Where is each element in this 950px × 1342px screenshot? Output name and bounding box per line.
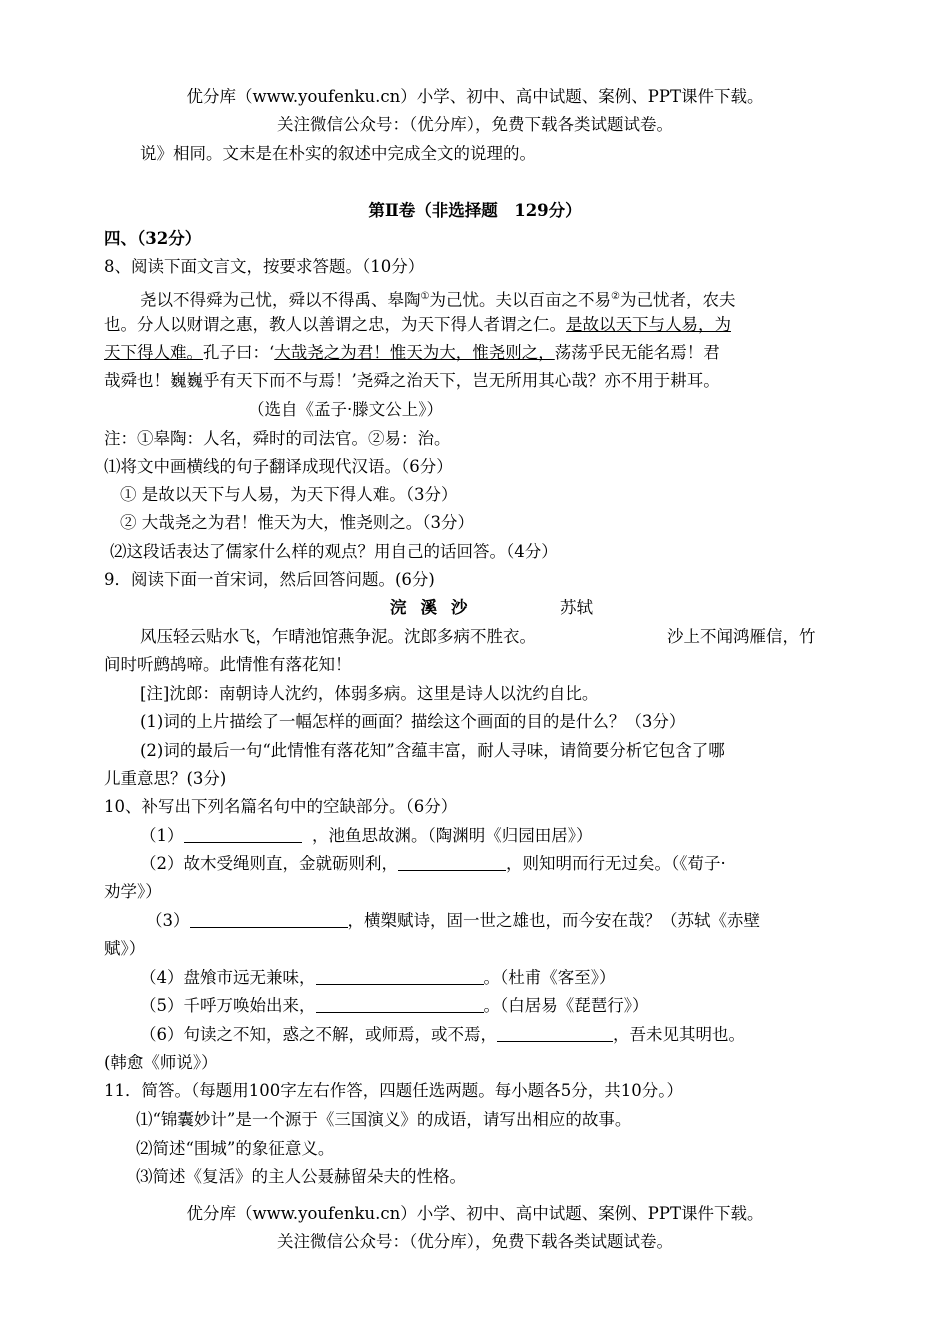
header-line-2: 关注微信公众号：（优分库），免费下载各类试题试卷。 xyxy=(277,115,673,134)
q10-i3a: （3） xyxy=(146,911,190,930)
q10-i3b: ，横槊赋诗，固一世之雄也，而今安在哉？（苏轼《赤壁 xyxy=(347,911,760,930)
part-four-heading: 四、（32分） xyxy=(104,229,202,248)
poem-title: 浣溪沙 xyxy=(390,598,482,617)
note-mark-2: ② xyxy=(610,291,620,302)
q8-sub1a: ① 是故以天下与人易，为天下得人难。（3分） xyxy=(120,485,458,504)
q10-item-5 xyxy=(140,995,649,1017)
q11-s3: ⑶简述《复活》的主人公聂赫留朵夫的性格。 xyxy=(136,1167,466,1186)
q10-title: 10、补写出下列名篇名句中的空缺部分。（6分） xyxy=(104,797,458,816)
q11-title: 11．简答。（每题用100字左右作答，四题任选两题。每小题各5分，共10分。） xyxy=(104,1081,683,1100)
q8-title: 8、阅读下面文言文，按要求答题。（10分） xyxy=(104,257,425,276)
q10-i1b: ，池鱼思故渊。（陶渊明《归园田居》） xyxy=(312,826,593,845)
q10-item-1 xyxy=(140,825,593,847)
poem-line-1b: 沙上不闻鸿雁信，竹 xyxy=(667,627,816,646)
q8-p1: 尧以不得舜为己忧，舜以不得禹、皋陶 xyxy=(140,290,421,310)
q9-sub2b: 儿重意思？(3分) xyxy=(104,769,227,788)
q10-i1a: （1） xyxy=(140,826,184,845)
poem-line-1a: 风压轻云贴水飞，乍晴池馆燕争泥。沈郎多病不胜衣。 xyxy=(140,627,536,646)
q9-note: [注]沈郎：南朝诗人沈约，体弱多病。这里是诗人以沈约自比。 xyxy=(140,684,599,703)
q11-s2: ⑵简述“围城”的象征意义。 xyxy=(136,1139,335,1158)
q9-sub2a: (2)词的最后一句“此情惟有落花知”含蕴丰富，耐人寻味，请简要分析它包含了哪 xyxy=(140,741,725,760)
q10-i2c: 劝学》） xyxy=(104,882,162,901)
q8-sub1b: ② 大哉尧之为君！惟天为大，惟尧则之。（3分） xyxy=(120,513,474,532)
q10-i6a: （6）句读之不知，惑之不解，或师焉，或不焉， xyxy=(140,1025,497,1044)
q11-s1: ⑴“锦囊妙计”是一个源于《三国演义》的成语，请写出相应的故事。 xyxy=(136,1110,632,1129)
answer-blank-6[interactable] xyxy=(497,1025,613,1042)
note-mark-1: ① xyxy=(420,291,430,302)
q10-i2b: ，则知明而行无过矣。（《荀子· xyxy=(506,854,726,873)
answer-blank-1[interactable] xyxy=(184,826,302,843)
section-title: 第Ⅱ卷（非选择题 129分） xyxy=(368,201,582,220)
q8-p3a: 孔子曰：‘ xyxy=(203,343,275,362)
q10-i5a: （5）千呼万唤始出来， xyxy=(140,996,316,1015)
q8-source: （选自《孟子·滕文公上》） xyxy=(248,400,443,419)
q10-i6c: (韩愈《师说》） xyxy=(104,1053,218,1072)
q8-p2a: 也。分人以财谓之惠，教人以善谓之忠，为天下得人者谓之仁。 xyxy=(104,315,566,334)
q10-i2a: （2）故木受绳则直，金就砺则利， xyxy=(140,854,398,873)
q8-passage-line-2 xyxy=(104,314,731,336)
q8-passage-line-4: 哉舜也！巍巍乎有天下而不与焉！’尧舜之治天下，岂无所用其心哉？亦不用于耕耳。 xyxy=(104,371,720,390)
answer-blank-5[interactable] xyxy=(316,996,484,1013)
footer-line-2: 关注微信公众号：（优分库），免费下载各类试题试卷。 xyxy=(277,1232,673,1251)
q8-p1b: 为己忧。夫以百亩之不易 xyxy=(429,290,611,310)
poem-line-2: 间时听鹧鸪啼。此情惟有落花知！ xyxy=(104,655,352,674)
q8-passage-line-1 xyxy=(140,286,735,312)
footer-line-1: 优分库（www.youfenku.cn）小学、初中、高中试题、案例、PPT课件下载。 xyxy=(186,1204,764,1223)
q8-p3b: 荡荡乎民无能名焉！君 xyxy=(554,343,720,362)
q10-i4a: （4）盘飧市远无兼味， xyxy=(140,968,316,987)
q8-passage-line-3 xyxy=(104,342,720,364)
q10-i5b: 。（白居易《琵琶行》） xyxy=(483,996,649,1015)
q8-underlined-1b: 天下得人难。 xyxy=(104,343,203,362)
answer-blank-2[interactable] xyxy=(398,854,506,871)
header-line-1: 优分库（www.youfenku.cn）小学、初中、高中试题、案例、PPT课件下载。 xyxy=(186,87,764,106)
carryover-text: 说》相同。文末是在朴实的叙述中完成全文的说理的。 xyxy=(140,144,536,163)
q9-title: 9．阅读下面一首宋词，然后回答问题。(6分) xyxy=(104,570,435,589)
q10-i3c: 赋》） xyxy=(104,939,146,958)
q8-sub2: ⑵这段话表达了儒家什么样的观点？用自己的话回答。（4分） xyxy=(110,542,558,561)
q10-item-3 xyxy=(146,910,760,932)
q10-item-2 xyxy=(140,853,726,875)
q8-underlined-1a: 是故以天下与人易，为 xyxy=(566,315,731,334)
q10-item-4 xyxy=(140,967,616,989)
q10-i6b: ，吾未见其明也。 xyxy=(613,1025,745,1044)
q8-sub1: ⑴将文中画横线的句子翻译成现代汉语。（6分） xyxy=(104,457,453,476)
q10-i4b: 。（杜甫《客至》） xyxy=(483,968,616,987)
q10-item-6 xyxy=(140,1024,745,1046)
q8-p1c: 为己忧者，农夫 xyxy=(619,290,736,310)
q9-sub1: (1)词的上片描绘了一幅怎样的画面？描绘这个画面的目的是什么？（3分） xyxy=(140,712,686,731)
q8-notes: 注：①皋陶：人名，舜时的司法官。②易：治。 xyxy=(104,429,451,448)
q8-underlined-2: 大哉尧之为君！惟天为大，惟尧则之， xyxy=(274,343,555,362)
answer-blank-4[interactable] xyxy=(316,968,484,985)
poem-author: 苏轼 xyxy=(560,598,593,617)
answer-blank-3[interactable] xyxy=(190,911,348,928)
